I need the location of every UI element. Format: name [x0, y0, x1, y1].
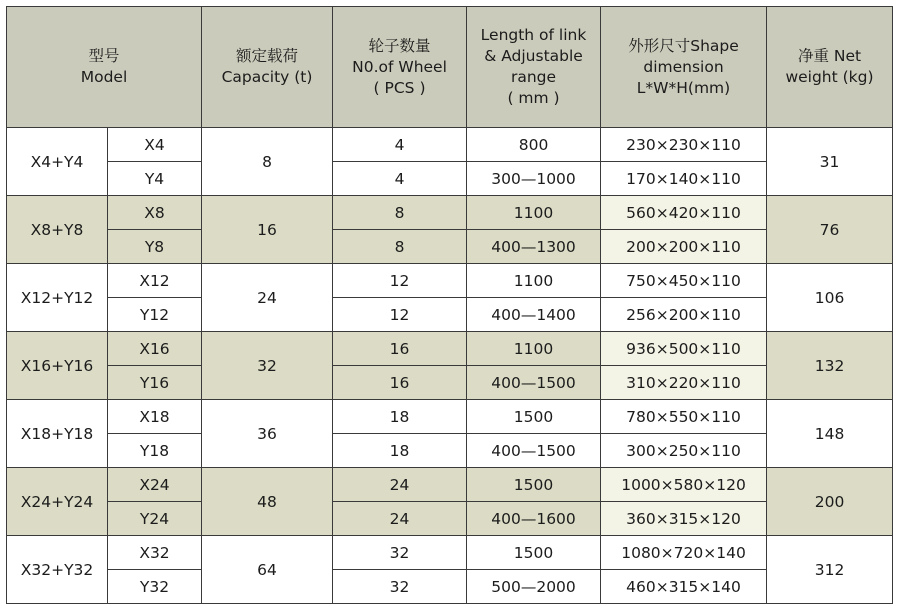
header-shape [601, 7, 767, 128]
model-cell: Y16 [108, 366, 202, 400]
header-weight [767, 7, 893, 128]
link-cell: 1500 [467, 468, 601, 502]
shape-cell: 360×315×120 [601, 502, 767, 536]
shape-cell: 780×550×110 [601, 400, 767, 434]
shape-cell: 256×200×110 [601, 298, 767, 332]
header-wheels-unit: ( PCS ) [373, 78, 426, 97]
table-row [7, 502, 893, 536]
spec-table-container [6, 6, 893, 604]
shape-cell: 560×420×110 [601, 196, 767, 230]
table-row [7, 468, 893, 502]
header-shape-line2: dimension [643, 57, 724, 76]
shape-cell: 1000×580×120 [601, 468, 767, 502]
weight-cell: 76 [767, 196, 893, 264]
set-cell: X8+Y8 [7, 196, 108, 264]
wheels-cell: 4 [333, 162, 467, 196]
table-row [7, 230, 893, 264]
weight-cell: 31 [767, 128, 893, 196]
link-cell: 1100 [467, 264, 601, 298]
table-row [7, 298, 893, 332]
wheels-cell: 18 [333, 400, 467, 434]
wheels-cell: 8 [333, 230, 467, 264]
shape-cell: 1080×720×140 [601, 536, 767, 570]
link-cell: 1500 [467, 400, 601, 434]
header-link [467, 7, 601, 128]
header-link-line2: & Adjustable [484, 47, 583, 65]
model-cell: X12 [108, 264, 202, 298]
capacity-cell: 64 [202, 536, 333, 604]
wheels-cell: 16 [333, 332, 467, 366]
shape-cell: 200×200×110 [601, 230, 767, 264]
model-cell: X24 [108, 468, 202, 502]
model-cell: Y12 [108, 298, 202, 332]
wheels-cell: 24 [333, 502, 467, 536]
table-row [7, 196, 893, 230]
model-cell: Y4 [108, 162, 202, 196]
link-cell: 800 [467, 128, 601, 162]
wheels-cell: 4 [333, 128, 467, 162]
header-weight-zh: 净重 Net [797, 47, 862, 65]
table-row [7, 434, 893, 468]
link-cell: 1100 [467, 196, 601, 230]
weight-cell: 106 [767, 264, 893, 332]
link-cell: 400—1300 [467, 230, 601, 264]
shape-cell: 230×230×110 [601, 128, 767, 162]
table-row [7, 162, 893, 196]
link-cell: 400—1600 [467, 502, 601, 536]
header-capacity [202, 7, 333, 128]
header-wheels-en: N0.of Wheel [352, 57, 447, 76]
set-cell: X4+Y4 [7, 128, 108, 196]
link-cell: 1500 [467, 536, 601, 570]
wheels-cell: 12 [333, 298, 467, 332]
header-wheels [333, 7, 467, 128]
shape-cell: 750×450×110 [601, 264, 767, 298]
shape-cell: 300×250×110 [601, 434, 767, 468]
weight-cell: 132 [767, 332, 893, 400]
link-cell: 300—1000 [467, 162, 601, 196]
header-model-zh: 型号 [88, 47, 120, 65]
model-cell: Y18 [108, 434, 202, 468]
header-shape-line1: 外形尺寸Shape [628, 36, 739, 55]
table-row [7, 366, 893, 400]
header-shape-unit: L*W*H(mm) [636, 78, 731, 97]
wheels-cell: 12 [333, 264, 467, 298]
link-cell: 400—1400 [467, 298, 601, 332]
table-row [7, 536, 893, 570]
capacity-cell: 36 [202, 400, 333, 468]
table-row [7, 128, 893, 162]
capacity-cell: 32 [202, 332, 333, 400]
model-cell: X8 [108, 196, 202, 230]
header-row [7, 7, 893, 128]
header-link-unit: ( mm ) [507, 89, 560, 107]
set-cell: X32+Y32 [7, 536, 108, 604]
table-row [7, 332, 893, 366]
weight-cell: 148 [767, 400, 893, 468]
weight-cell: 200 [767, 468, 893, 536]
model-cell: X16 [108, 332, 202, 366]
shape-cell: 460×315×140 [601, 570, 767, 604]
set-cell: X24+Y24 [7, 468, 108, 536]
shape-cell: 310×220×110 [601, 366, 767, 400]
header-weight-en: weight (kg) [785, 68, 874, 86]
capacity-cell: 48 [202, 468, 333, 536]
set-cell: X16+Y16 [7, 332, 108, 400]
model-cell: Y24 [108, 502, 202, 536]
table-row [7, 400, 893, 434]
wheels-cell: 18 [333, 434, 467, 468]
wheels-cell: 32 [333, 536, 467, 570]
capacity-cell: 24 [202, 264, 333, 332]
spec-table [6, 6, 893, 604]
header-capacity-en: Capacity (t) [221, 68, 313, 86]
header-link-line3: range [510, 68, 557, 86]
set-cell: X12+Y12 [7, 264, 108, 332]
header-model-en: Model [80, 68, 128, 86]
wheels-cell: 24 [333, 468, 467, 502]
wheels-cell: 16 [333, 366, 467, 400]
table-row [7, 570, 893, 604]
model-cell: Y32 [108, 570, 202, 604]
link-cell: 400—1500 [467, 366, 601, 400]
set-cell: X18+Y18 [7, 400, 108, 468]
header-model [7, 7, 202, 128]
wheels-cell: 32 [333, 570, 467, 604]
shape-cell: 936×500×110 [601, 332, 767, 366]
link-cell: 400—1500 [467, 434, 601, 468]
model-cell: X18 [108, 400, 202, 434]
shape-cell: 170×140×110 [601, 162, 767, 196]
wheels-cell: 8 [333, 196, 467, 230]
model-cell: X4 [108, 128, 202, 162]
header-link-line1: Length of link [480, 26, 587, 44]
header-capacity-zh: 额定载荷 [236, 47, 299, 65]
model-cell: X32 [108, 536, 202, 570]
table-row [7, 264, 893, 298]
link-cell: 500—2000 [467, 570, 601, 604]
capacity-cell: 8 [202, 128, 333, 196]
model-cell: Y8 [108, 230, 202, 264]
link-cell: 1100 [467, 332, 601, 366]
header-wheels-zh: 轮子数量 [368, 36, 431, 55]
weight-cell: 312 [767, 536, 893, 604]
capacity-cell: 16 [202, 196, 333, 264]
